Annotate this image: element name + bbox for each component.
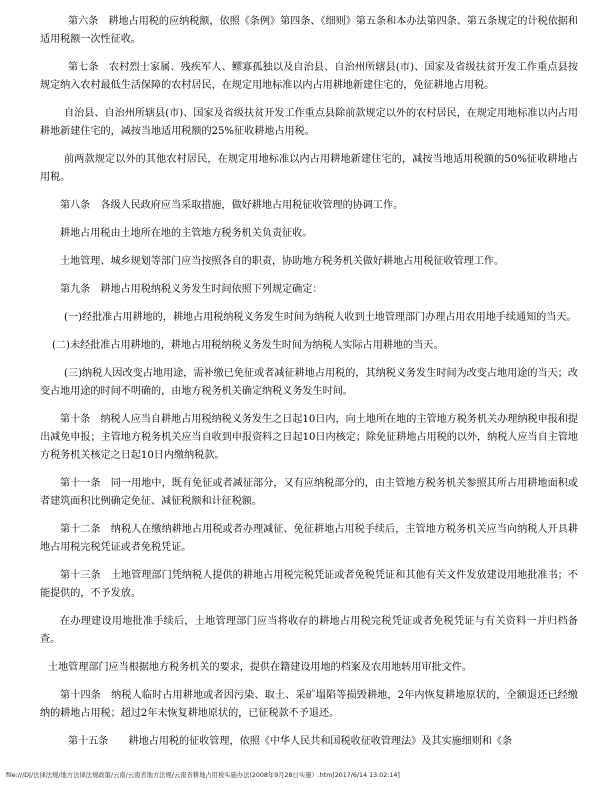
article-8: 第八条 各级人民政府应当采取措施，做好耕地占用税征收管理的协调工作。 [60,200,404,211]
article-11: 第十一条 同一用地中，既有免征或者减征部分，又有应纳税部分的，由主管地方税务机关参照其所占用耕地面积或者建筑面积比例确定免征、减征税额和计征税额。 [40,478,578,507]
article-8-paragraph-3: 土地管理、城乡规划等部门应当按照各自的职责，协助地方税务机关做好耕地占用税征收管理工作。 [60,256,505,267]
article-9: 第九条 耕地占用税纳税义务发生时间依照下列规定确定： [60,284,323,295]
article-15: 第十五条 耕地占用税的征收管理，依照《中华人民共和国税收征收管理法》及其实施细则和《条 [68,736,513,747]
article-9-item-1: (一)经批准占用耕地的，耕地占用税纳税义务发生时间为纳税人收到土地管理部门办理占用农用地手续通知的当天。 [64,312,577,323]
article-7-paragraph-3: 前两款规定以外的其他农村居民，在规定用地标准以内占用耕地新建住宅的，减按当地适用税额的50%征收耕地占用税。 [40,154,578,183]
article-13: 第十三条 土地管理部门凭纳税人提供的耕地占用税完税凭证或者免税凭证和其他有关文件发放建设用地批准书；不能提供的，不予发放。 [40,570,578,599]
article-9-item-3: (三)纳税人因改变占地用途，需补缴已免征或者减征耕地占用税的，其纳税义务发生时间为改变占地用途的当天；改变占地用途的时间不明确的，由地方税务机关确定纳税义务发生时间。 [40,368,578,397]
page-footer-path: file:///D|/法律法规/地方法律法规政策/云南/云南省地方法规/云南省耕地占用税实施办法(2008年9月28日实施）.htm[2017/6/14 13:02:14] [6,772,400,779]
article-10: 第十条 纳税人应当自耕地占用税纳税义务发生之日起10日内，向土地所在地的主管地方税务机关办理纳税申报和提出减免申报；主管地方税务机关应当自收到申报资料之日起10日内核定；除免征耕地占用税的以外，纳税人应当自主管地方税务机关核定之日起10日内缴纳税款。 [40,414,578,461]
article-9-item-2: (二)未经批准占用耕地的，耕地占用税纳税义务发生时间为纳税人实际占用耕地的当天。 [52,340,444,351]
article-7: 第七条 农村烈士家属、残疾军人、鳏寡孤独以及自治县、自治州所辖县(市)、国家及省级扶贫开发工作重点县按规定纳入农村最低生活保障的农村居民，在规定用地标准以内占用耕地新建住宅的，免征耕地占用税。 [40,62,578,91]
article-8-paragraph-2: 耕地占用税由土地所在地的主管地方税务机关负责征收。 [60,228,313,239]
document-body [40,13,578,761]
article-13-paragraph-2: 在办理建设用地批准手续后，土地管理部门应当将收存的耕地占用税完税凭证或者免税凭证与有关资料一并归档备查。 [40,616,578,645]
article-6: 第六条 耕地占用税的应纳税额，依照《条例》第四条、《细则》第五条和本办法第四条、第五条规定的计税依据和适用税额一次性征收。 [40,16,578,45]
article-7-paragraph-2: 自治县、自治州所辖县(市)、国家及省级扶贫开发工作重点县除前款规定以外的农村居民，在规定用地标准以内占用耕地新建住宅的，减按当地适用税额的25%征收耕地占用税。 [40,108,578,137]
article-13-paragraph-3: 土地管理部门应当根据地方税务机关的要求，提供在籍建设用地的档案及农用地转用审批文件。 [48,662,472,673]
article-12: 第十二条 纳税人在缴纳耕地占用税或者办理减征、免征耕地占用税手续后，主管地方税务机关应当向纳税人开具耕地占用税完税凭证或者免税凭证。 [40,524,578,553]
article-14: 第十四条 纳税人临时占用耕地或者因污染、取土、采矿塌陷等损毁耕地，2年内恢复耕地原状的，全额退还已经缴纳的耕地占用税；超过2年未恢复耕地原状的，已征税款不予退还。 [40,690,578,719]
